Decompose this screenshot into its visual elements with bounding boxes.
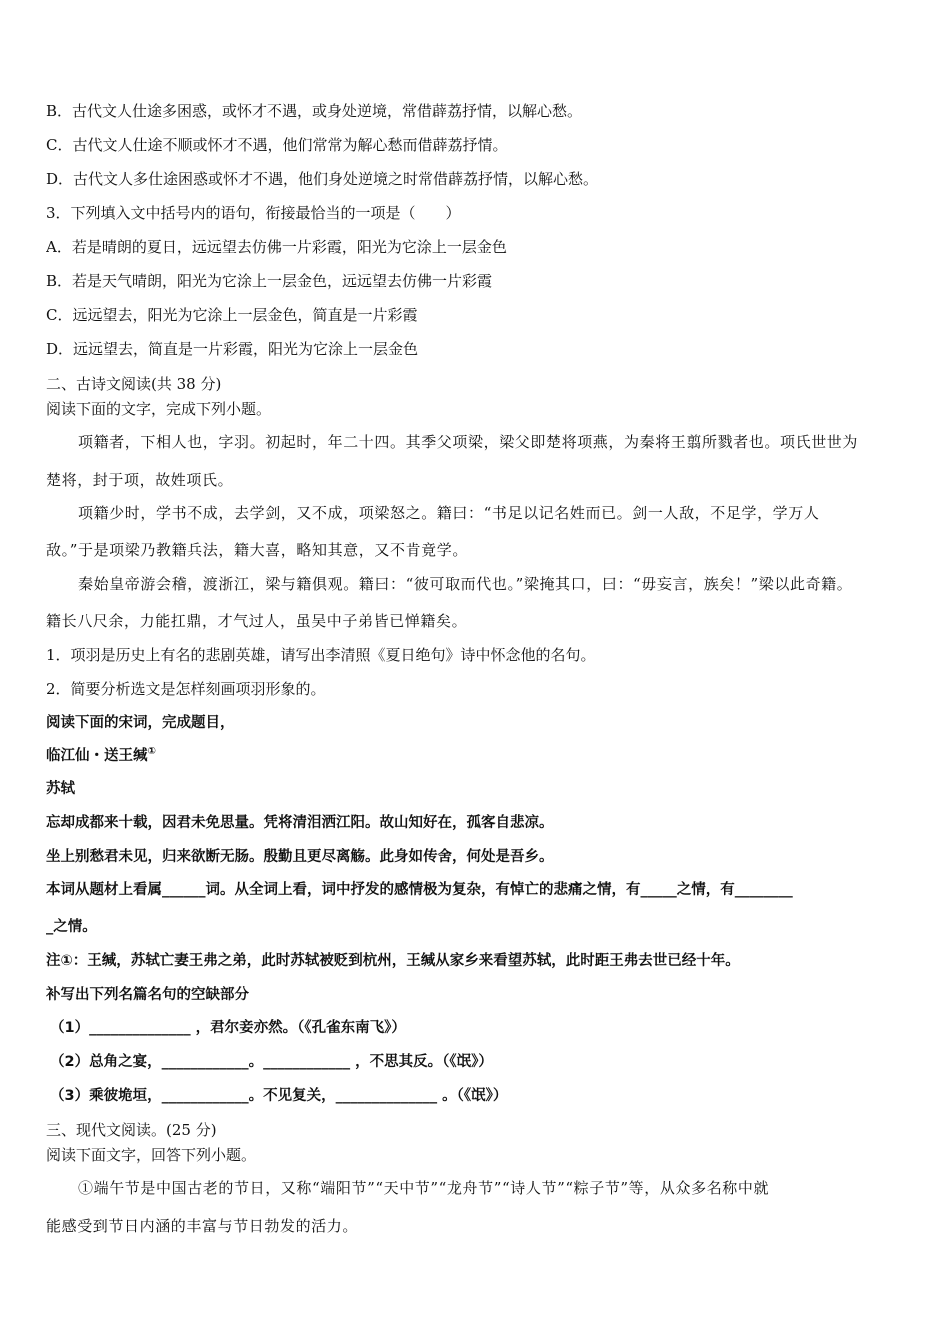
ci-question-continued: _之情。 bbox=[46, 919, 97, 935]
section3-instruction: 阅读下面文字，回答下列小题。 bbox=[46, 1146, 257, 1164]
passage-line: 敌。”于是项梁乃教籍兵法，籍大喜，略知其意，又不肯竟学。 bbox=[46, 541, 468, 559]
q2-option-d: D．古代文人多仕途困惑或怀才不遇，他们身处逆境之时常借薜荔抒情，以解心愁。 bbox=[46, 170, 599, 188]
passage-line: 项籍少时，学书不成，去学剑，又不成，项梁怒之。籍曰：“书足以记名姓而已。剑一人敌，不足学，学万人 bbox=[78, 504, 820, 522]
ci-note: 注①：王缄，苏轼亡妻王弗之弟，此时苏轼被贬到杭州，王缄从家乡来看望苏轼，此时距王弗去世已经十年。 bbox=[46, 953, 740, 969]
section2-q2: 2．简要分析选文是怎样刻画项羽形象的。 bbox=[46, 680, 326, 698]
passage-line: 籍长八尺余，力能扛鼎，才气过人，虽吴中子弟皆已惮籍矣。 bbox=[46, 612, 468, 630]
passage-line: 秦始皇帝游会稽，渡浙江，梁与籍俱观。籍曰：“彼可取而代也。”梁掩其口，曰：“毋妄言，族矣！”梁以此奇籍。 bbox=[78, 575, 853, 593]
footnote-mark: ① bbox=[147, 746, 156, 758]
ci-poem-line: 忘却成都来十载，因君未免思量。凭将清泪洒江阳。故山知好在，孤客自悲凉。 bbox=[46, 815, 554, 831]
q3-option-a: A．若是晴朗的夏日，远远望去仿佛一片彩霞，阳光为它涂上一层金色 bbox=[46, 238, 507, 256]
section2-q1: 1．项羽是历史上有名的悲剧英雄，请写出李清照《夏日绝句》诗中怀念他的名句。 bbox=[46, 646, 596, 664]
section3-heading: 三、现代文阅读。(25 分) bbox=[46, 1121, 217, 1139]
ci-question: 本词从题材上看属______词。从全词上看，词中抒发的感情极为复杂，有悼亡的悲痛之情，有_____之情，有________ bbox=[46, 882, 793, 898]
q3-option-d: D．远远望去，简直是一片彩霞，阳光为它涂上一层金色 bbox=[46, 340, 419, 358]
passage-line: 能感受到节日内涵的丰富与节日勃发的活力。 bbox=[46, 1217, 359, 1235]
fill-heading: 补写出下列名篇名句的空缺部分 bbox=[46, 987, 249, 1003]
q2-option-b: B．古代文人仕途多困惑，或怀才不遇，或身处逆境，常借薜荔抒情，以解心愁。 bbox=[46, 102, 583, 120]
passage-line: 项籍者，下相人也，字羽。初起时，年二十四。其季父项梁，梁父即楚将项燕，为秦将王翦所戮者也。项氏世世为 bbox=[78, 433, 859, 451]
ci-title-text: 临江仙・送王缄 bbox=[46, 748, 148, 764]
q3-option-b: B．若是天气晴朗，阳光为它涂上一层金色，远远望去仿佛一片彩霞 bbox=[46, 272, 493, 290]
passage-line: ①端午节是中国古老的节日，又称“端阳节”“天中节”“龙舟节”“诗人节”“粽子节”等，从众多名称中就 bbox=[78, 1179, 770, 1197]
section2-instruction: 阅读下面的文字，完成下列小题。 bbox=[46, 400, 272, 418]
q3-stem: 3．下列填入文中括号内的语句，衔接最恰当的一项是（ ） bbox=[46, 204, 461, 222]
section2-heading: 二、古诗文阅读(共 38 分) bbox=[46, 375, 222, 393]
ci-instruction: 阅读下面的宋词，完成题目， bbox=[46, 715, 235, 731]
passage-line: 楚将，封于项，故姓项氏。 bbox=[46, 471, 234, 489]
fill-item: （2）总角之宴，____________。____________ ，不思其反。（《氓》） bbox=[50, 1054, 493, 1070]
q3-option-c: C．远远望去，阳光为它涂上一层金色，简直是一片彩霞 bbox=[46, 306, 418, 324]
ci-title bbox=[46, 746, 910, 766]
fill-item: （1）______________ ，君尔妾亦然。（《孔雀东南飞》） bbox=[50, 1020, 406, 1036]
ci-author: 苏轼 bbox=[46, 781, 75, 797]
fill-item: （3）乘彼垝垣，____________。不见复关，______________ 。（《氓》） bbox=[50, 1088, 508, 1104]
q2-option-c: C．古代文人仕途不顺或怀才不遇，他们常常为解心愁而借薜荔抒情。 bbox=[46, 136, 508, 154]
ci-poem-line: 坐上别愁君未见，归来欲断无肠。殷勤且更尽离觞。此身如传舍，何处是吾乡。 bbox=[46, 849, 554, 865]
